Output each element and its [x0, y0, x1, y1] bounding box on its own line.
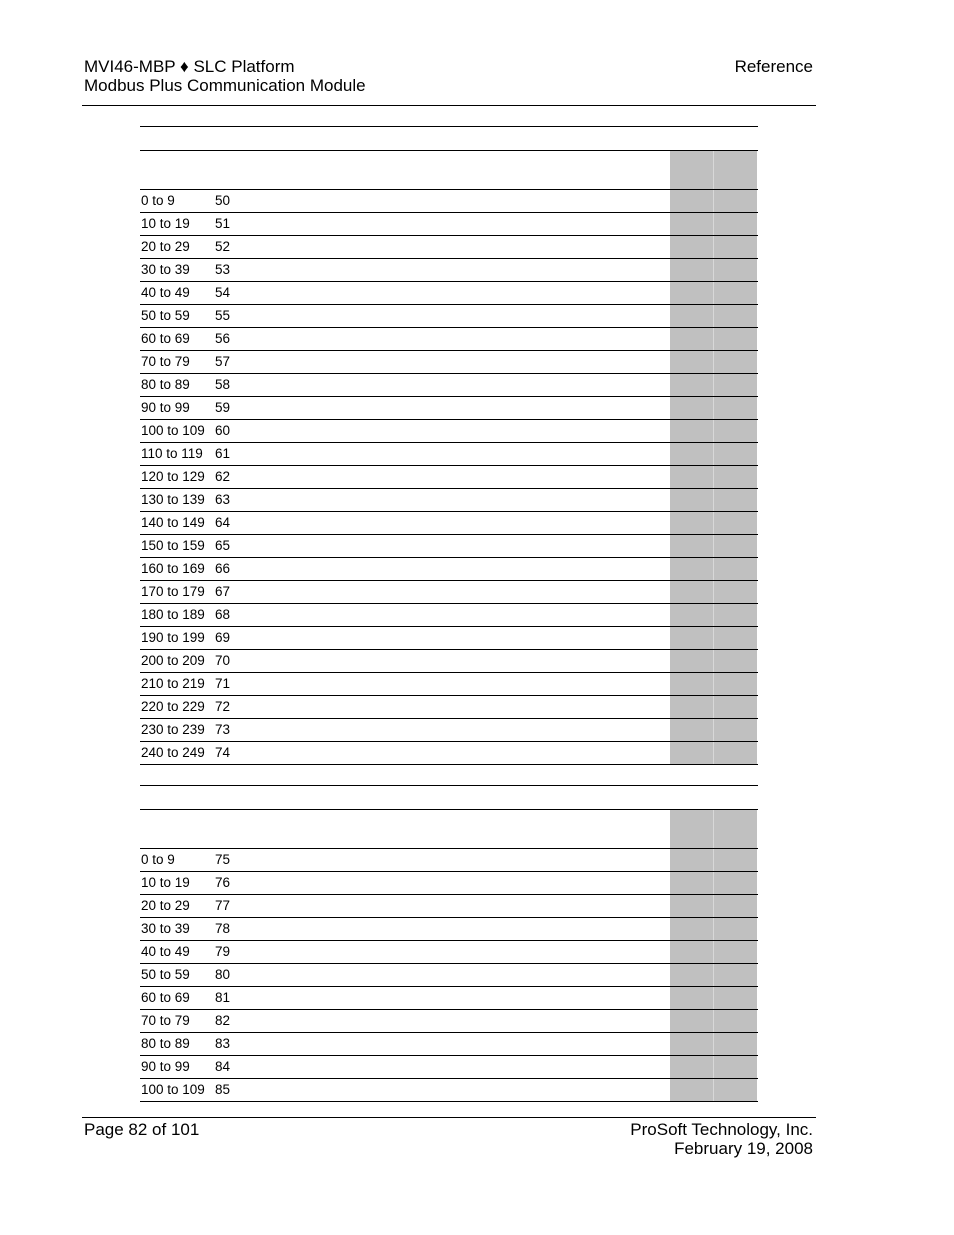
cell-range: 70 to 79: [141, 1013, 190, 1028]
shaded-cell: [714, 627, 757, 649]
cell-range: 10 to 19: [141, 216, 190, 231]
cell-range: 40 to 49: [141, 944, 190, 959]
shaded-cell: [714, 872, 757, 894]
shaded-cell: [714, 1079, 757, 1101]
table-row: [140, 1079, 758, 1102]
cell-number: 65: [215, 538, 231, 553]
table-row: [140, 650, 758, 673]
cell-range: 160 to 169: [141, 561, 205, 576]
table-row: [140, 696, 758, 719]
shaded-cell: [670, 489, 713, 511]
shaded-cell: [714, 918, 757, 940]
cell-number: 74: [215, 745, 231, 760]
cell-number: 61: [215, 446, 231, 461]
table-row: [140, 719, 758, 742]
shaded-cell: [714, 742, 757, 764]
cell-range: 80 to 89: [141, 377, 190, 392]
table-row: [140, 351, 758, 374]
shaded-cell: [670, 282, 713, 304]
shaded-cell: [670, 351, 713, 373]
cell-range: 20 to 29: [141, 239, 190, 254]
cell-range: 20 to 29: [141, 898, 190, 913]
table-row: [140, 397, 758, 420]
shaded-cell: [670, 305, 713, 327]
shaded-cell: [714, 236, 757, 258]
table-row: [140, 872, 758, 895]
table-row: [140, 328, 758, 351]
table-row: [140, 918, 758, 941]
shaded-cell: [714, 282, 757, 304]
shaded-cell: [714, 351, 757, 373]
cell-number: 72: [215, 699, 231, 714]
cell-range: 90 to 99: [141, 1059, 190, 1074]
header-shade-col-1: [670, 151, 713, 189]
shaded-cell: [670, 213, 713, 235]
shaded-cell: [670, 742, 713, 764]
footer-date: February 19, 2008: [674, 1139, 813, 1158]
shaded-cell: [670, 964, 713, 986]
shaded-cell: [714, 305, 757, 327]
table-row: [140, 941, 758, 964]
cell-number: 83: [215, 1036, 231, 1051]
shaded-cell: [714, 719, 757, 741]
shaded-cell: [714, 190, 757, 212]
shaded-cell: [714, 213, 757, 235]
cell-range: 210 to 219: [141, 676, 205, 691]
cell-range: 140 to 149: [141, 515, 205, 530]
table-row: [140, 282, 758, 305]
cell-range: 100 to 109: [141, 423, 205, 438]
cell-number: 79: [215, 944, 231, 959]
cell-number: 60: [215, 423, 231, 438]
shaded-cell: [714, 581, 757, 603]
cell-number: 78: [215, 921, 231, 936]
shaded-cell: [670, 872, 713, 894]
cell-range: 100 to 109: [141, 1082, 205, 1097]
shaded-cell: [714, 1033, 757, 1055]
shaded-cell: [714, 535, 757, 557]
header-shade-col-2: [714, 151, 757, 189]
shaded-cell: [714, 1056, 757, 1078]
shaded-cell: [670, 627, 713, 649]
cell-range: 170 to 179: [141, 584, 205, 599]
cell-number: 82: [215, 1013, 231, 1028]
cell-range: 30 to 39: [141, 921, 190, 936]
table-row: [140, 190, 758, 213]
shaded-cell: [670, 696, 713, 718]
table-row: [140, 964, 758, 987]
shaded-cell: [670, 512, 713, 534]
shaded-cell: [670, 1010, 713, 1032]
cell-range: 180 to 189: [141, 607, 205, 622]
cell-number: 57: [215, 354, 231, 369]
header-shade-col-2: [714, 810, 757, 848]
shaded-cell: [714, 604, 757, 626]
table-row: [140, 987, 758, 1010]
table-row: [140, 466, 758, 489]
shaded-cell: [670, 604, 713, 626]
shaded-cell: [670, 397, 713, 419]
table-row: [140, 558, 758, 581]
cell-range: 60 to 69: [141, 990, 190, 1005]
cell-number: 73: [215, 722, 231, 737]
shaded-cell: [714, 941, 757, 963]
cell-number: 59: [215, 400, 231, 415]
cell-range: 40 to 49: [141, 285, 190, 300]
cell-number: 71: [215, 676, 231, 691]
cell-range: 50 to 59: [141, 967, 190, 982]
table-row: [140, 849, 758, 872]
shaded-cell: [670, 849, 713, 871]
cell-number: 70: [215, 653, 231, 668]
table-row: [140, 259, 758, 282]
shaded-cell: [714, 512, 757, 534]
shaded-cell: [670, 190, 713, 212]
cell-number: 81: [215, 990, 231, 1005]
shaded-cell: [714, 650, 757, 672]
header-product: MVI46-MBP ♦ SLC Platform: [84, 57, 295, 76]
table-row: [140, 627, 758, 650]
shaded-cell: [670, 558, 713, 580]
cell-number: 62: [215, 469, 231, 484]
shaded-cell: [714, 443, 757, 465]
shaded-cell: [670, 918, 713, 940]
table-row: [140, 895, 758, 918]
cell-range: 120 to 129: [141, 469, 205, 484]
shaded-cell: [670, 719, 713, 741]
table-row: [140, 535, 758, 558]
shaded-cell: [670, 987, 713, 1009]
cell-number: 56: [215, 331, 231, 346]
table-body: [140, 849, 758, 1102]
shaded-cell: [670, 1056, 713, 1078]
cell-range: 110 to 119: [141, 446, 203, 461]
cell-range: 230 to 239: [141, 722, 205, 737]
cell-range: 0 to 9: [141, 852, 175, 867]
cell-range: 190 to 199: [141, 630, 205, 645]
cell-range: 30 to 39: [141, 262, 190, 277]
cell-number: 63: [215, 492, 231, 507]
cell-range: 0 to 9: [141, 193, 175, 208]
table-header: [140, 809, 758, 849]
table-row: [140, 236, 758, 259]
cell-number: 50: [215, 193, 231, 208]
cell-number: 69: [215, 630, 231, 645]
cell-number: 55: [215, 308, 231, 323]
shaded-cell: [714, 420, 757, 442]
shaded-cell: [714, 849, 757, 871]
table-row: [140, 1033, 758, 1056]
cell-range: 150 to 159: [141, 538, 205, 553]
cell-number: 80: [215, 967, 231, 982]
footer-company: ProSoft Technology, Inc.: [630, 1120, 813, 1139]
header-shade-col-1: [670, 810, 713, 848]
table-row: [140, 489, 758, 512]
shaded-cell: [714, 397, 757, 419]
table-header: [140, 150, 758, 190]
shaded-cell: [714, 696, 757, 718]
shaded-cell: [670, 581, 713, 603]
table-row: [140, 742, 758, 765]
cell-number: 68: [215, 607, 231, 622]
shaded-cell: [670, 443, 713, 465]
shaded-cell: [670, 1079, 713, 1101]
table-row: [140, 1010, 758, 1033]
header-section: Reference: [734, 57, 813, 76]
cell-number: 84: [215, 1059, 231, 1074]
cell-number: 52: [215, 239, 231, 254]
cell-number: 51: [215, 216, 231, 231]
table-row: [140, 420, 758, 443]
footer-page-number: Page 82 of 101: [84, 1120, 200, 1139]
shaded-cell: [714, 466, 757, 488]
cell-range: 130 to 139: [141, 492, 205, 507]
table-row: [140, 512, 758, 535]
table-row: [140, 604, 758, 627]
register-table-1: [140, 126, 758, 765]
shaded-cell: [670, 259, 713, 281]
shaded-cell: [714, 964, 757, 986]
cell-number: 67: [215, 584, 231, 599]
cell-range: 90 to 99: [141, 400, 190, 415]
shaded-cell: [714, 987, 757, 1009]
header-module: Modbus Plus Communication Module: [84, 76, 366, 95]
cell-range: 50 to 59: [141, 308, 190, 323]
table-row: [140, 443, 758, 466]
shaded-cell: [714, 489, 757, 511]
shaded-cell: [670, 673, 713, 695]
shaded-cell: [670, 236, 713, 258]
cell-number: 64: [215, 515, 231, 530]
cell-range: 80 to 89: [141, 1036, 190, 1051]
table-row: [140, 305, 758, 328]
register-table-2: [140, 785, 758, 1102]
cell-number: 75: [215, 852, 231, 867]
shaded-cell: [714, 895, 757, 917]
cell-number: 85: [215, 1082, 231, 1097]
cell-number: 53: [215, 262, 231, 277]
shaded-cell: [670, 895, 713, 917]
shaded-cell: [714, 1010, 757, 1032]
shaded-cell: [670, 941, 713, 963]
cell-number: 77: [215, 898, 231, 913]
table-row: [140, 673, 758, 696]
cell-range: 200 to 209: [141, 653, 205, 668]
cell-range: 70 to 79: [141, 354, 190, 369]
shaded-cell: [714, 328, 757, 350]
shaded-cell: [670, 328, 713, 350]
shaded-cell: [670, 466, 713, 488]
cell-range: 240 to 249: [141, 745, 205, 760]
shaded-cell: [670, 650, 713, 672]
header-rule: [82, 105, 816, 106]
cell-range: 60 to 69: [141, 331, 190, 346]
cell-range: 220 to 229: [141, 699, 205, 714]
table-row: [140, 581, 758, 604]
shaded-cell: [670, 420, 713, 442]
table-row: [140, 374, 758, 397]
table-body: [140, 190, 758, 765]
shaded-cell: [714, 673, 757, 695]
cell-number: 58: [215, 377, 231, 392]
shaded-cell: [714, 259, 757, 281]
cell-number: 76: [215, 875, 231, 890]
shaded-cell: [714, 558, 757, 580]
cell-number: 54: [215, 285, 231, 300]
table-row: [140, 1056, 758, 1079]
footer-rule: [82, 1117, 816, 1118]
cell-number: 66: [215, 561, 231, 576]
shaded-cell: [670, 1033, 713, 1055]
cell-range: 10 to 19: [141, 875, 190, 890]
shaded-cell: [670, 374, 713, 396]
table-row: [140, 213, 758, 236]
shaded-cell: [670, 535, 713, 557]
shaded-cell: [714, 374, 757, 396]
